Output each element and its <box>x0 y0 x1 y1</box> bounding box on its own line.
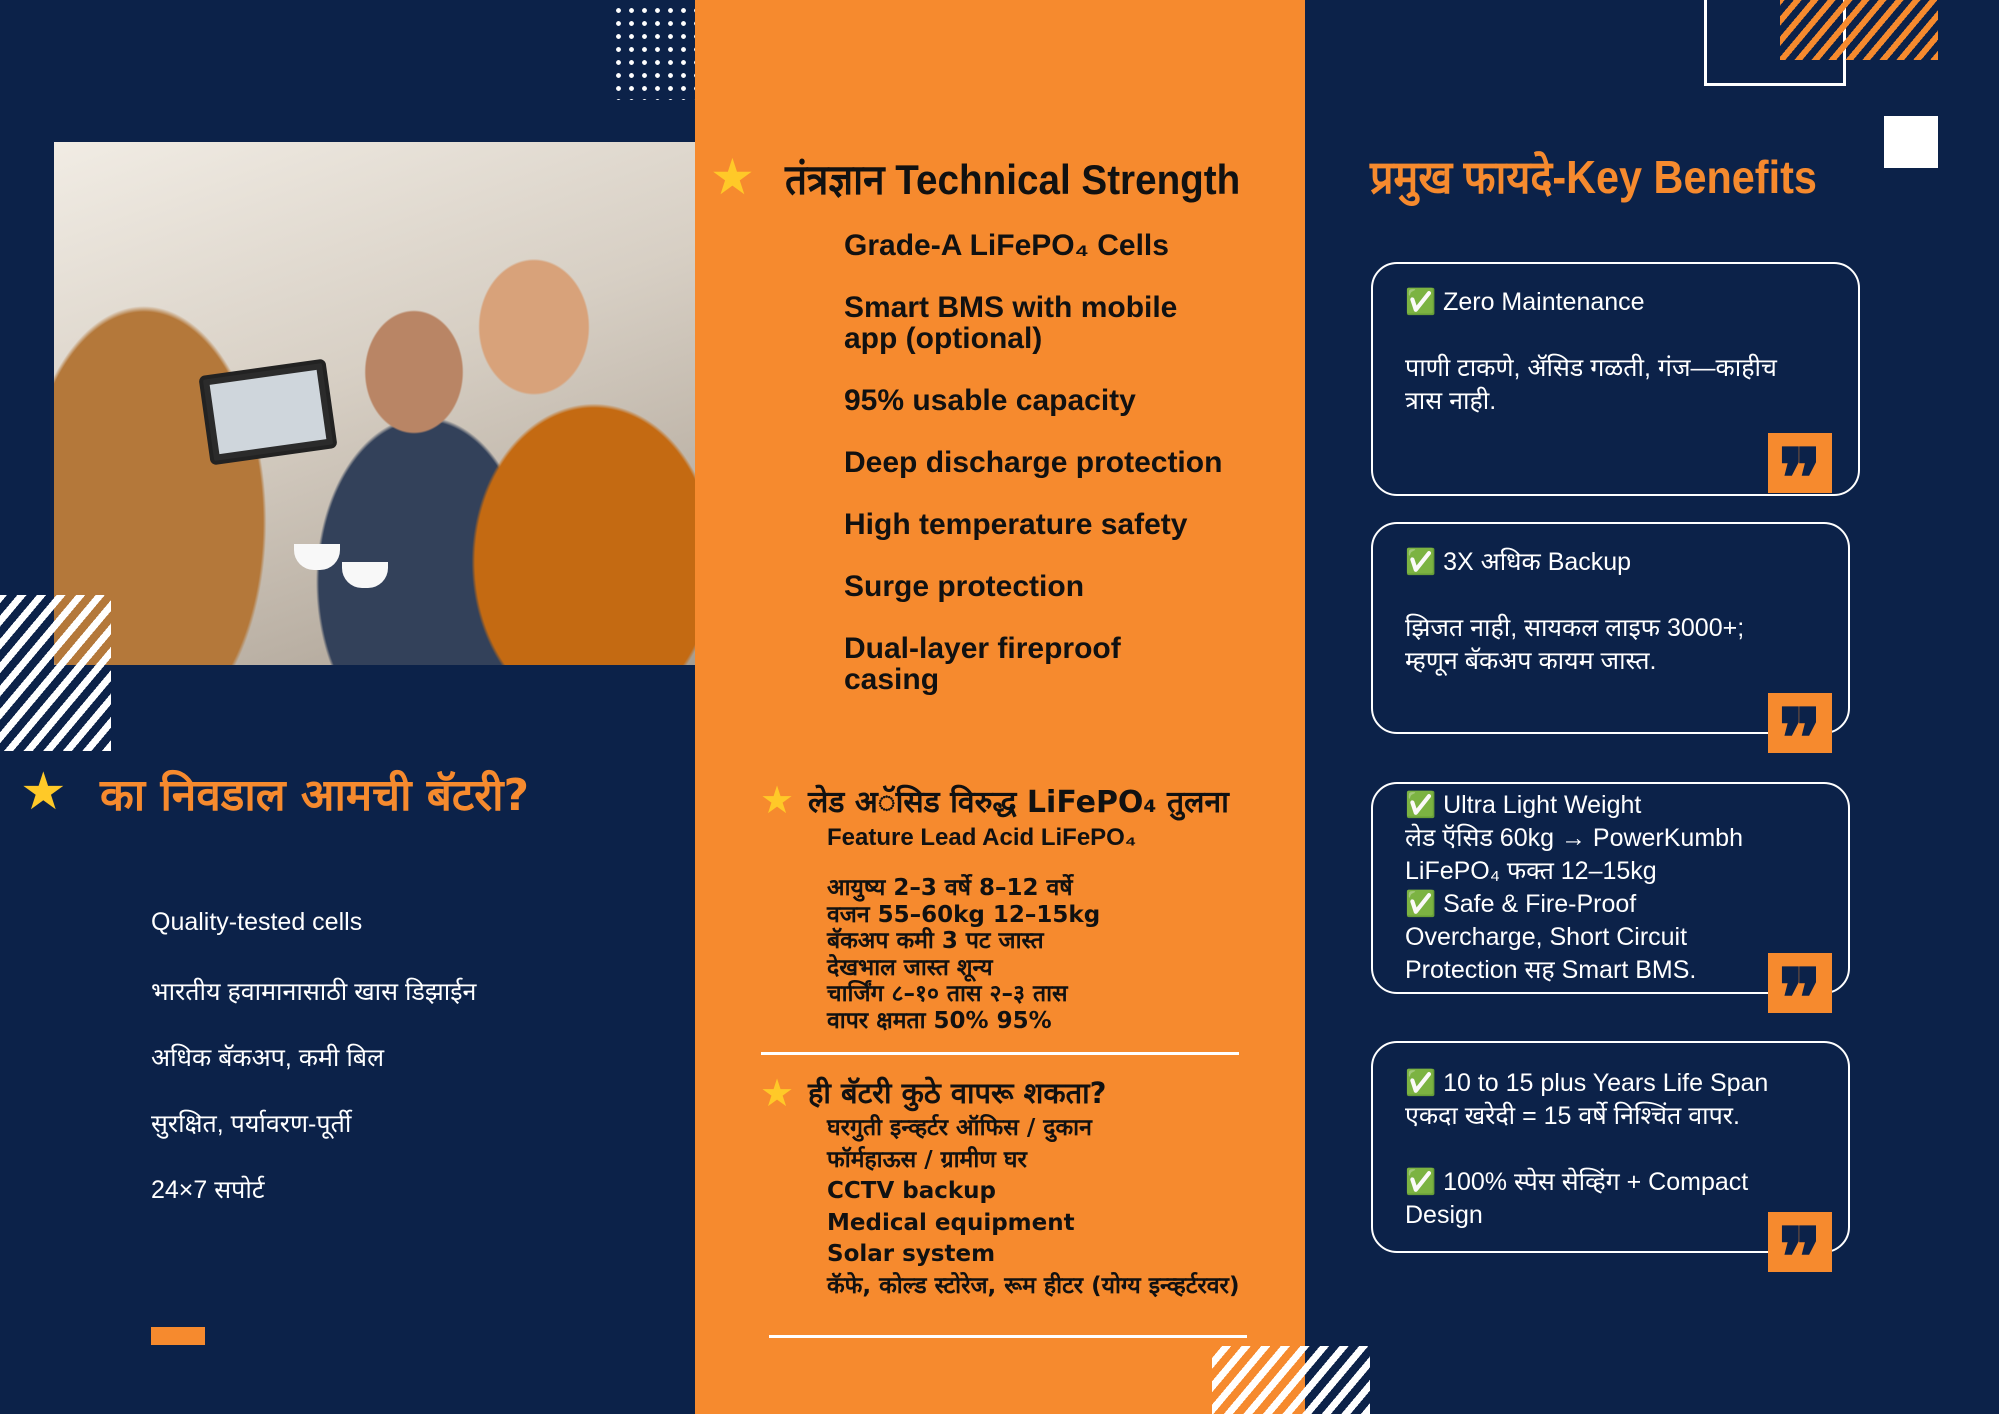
quote-icon: ❞ <box>1768 953 1832 1013</box>
use-cases-title: ही बॅटरी कुठे वापरू शकता? <box>808 1076 1107 1110</box>
list-item: Quality-tested cells <box>151 908 363 936</box>
card-line: LiFePO₄ फक्त 12–15kg <box>1405 857 1657 885</box>
card-line: Design <box>1405 1201 1483 1229</box>
list-item: सुरक्षित, पर्यावरण-पूर्ती <box>151 1110 352 1138</box>
star-icon: ★ <box>760 1071 795 1115</box>
quote-icon: ❞ <box>1768 693 1832 753</box>
divider <box>761 1052 1239 1055</box>
decor-stripes <box>1780 0 1938 60</box>
card-line: ✅ Ultra Light Weight <box>1405 791 1642 819</box>
star-icon: ★ <box>20 762 67 822</box>
card-line: ✅ 100% स्पेस सेव्हिंग + Compact <box>1405 1168 1749 1196</box>
card-line: लेड ऍसिड 60kg → PowerKumbh <box>1405 824 1743 852</box>
table-row: वापर क्षमता 50% 95% <box>827 1007 1052 1034</box>
decor-stripes <box>0 595 111 751</box>
cup-illustration <box>294 544 340 570</box>
card-line: Overcharge, Short Circuit <box>1405 923 1688 951</box>
card-line: पाणी टाकणे, ॲसिड गळती, गंज—काहीच <box>1405 354 1777 382</box>
card-line: ✅ Zero Maintenance <box>1405 288 1645 316</box>
table-row: बॅकअप कमी 3 पट जास्त <box>827 928 1044 954</box>
list-item: Deep discharge protection <box>844 446 1223 479</box>
card-line: Protection सह Smart BMS. <box>1405 956 1697 984</box>
comparison-title: लेड अॅसिड विरुद्ध LiFePO₄ तुलना <box>808 785 1229 820</box>
list-item: Grade-A LiFePO₄ Cells <box>844 229 1169 262</box>
card-line: एकदा खरेदी = 15 वर्षे निश्चिंत वापर. <box>1405 1102 1740 1130</box>
list-item: घरगुती इन्व्हर्टर ऑफिस / दुकान <box>827 1115 1092 1141</box>
divider <box>769 1335 1247 1338</box>
list-item: अधिक बॅकअप, कमी बिल <box>151 1044 385 1072</box>
card-line: म्हणून बॅकअप कायम जास्त. <box>1405 647 1657 675</box>
card-line: झिजत नाही, सायकल लाइफ 3000+; <box>1405 614 1745 642</box>
table-row: वजन 55–60kg 12–15kg <box>827 901 1101 928</box>
list-item: Solar system <box>827 1241 996 1267</box>
decor-square <box>1884 116 1938 168</box>
tech-strength-list <box>844 230 1224 726</box>
decor-stripes <box>1212 1346 1370 1414</box>
list-item: 24×7 सपोर्ट <box>151 1176 265 1204</box>
list-item: Dual-layer fireproof casing <box>844 632 1121 696</box>
card-line: ✅ 3X अधिक Backup <box>1405 548 1632 576</box>
card-line: त्रास नाही. <box>1405 387 1497 415</box>
why-choose-heading: का निवडाल आमची बॅटरी? <box>100 770 530 821</box>
list-item: 95% usable capacity <box>844 384 1136 417</box>
list-item: Smart BMS with mobile app (optional) <box>844 291 1178 355</box>
list-item: फॉर्महाऊस / ग्रामीण घर <box>827 1146 1027 1173</box>
tech-strength-title: तंत्रज्ञान Technical Strength <box>785 156 1241 203</box>
list-item: कॅफे, कोल्ड स्टोरेज, रूम हीटर (योग्य इन्व्हर्टरवर) <box>827 1272 1240 1299</box>
table-row: आयुष्य 2–3 वर्षे 8–12 वर्षे <box>827 875 1073 901</box>
decor-bar <box>151 1327 205 1345</box>
why-choose-list <box>151 908 476 1238</box>
list-item: भारतीय हवामानासाठी खास डिझाईन <box>151 978 477 1006</box>
comparison-table <box>827 875 1100 1034</box>
star-icon: ★ <box>710 148 755 206</box>
table-row: चार्जिंग ८–१० तास २–३ तास <box>827 981 1068 1007</box>
table-row: देखभाल जास्त शून्य <box>827 954 993 981</box>
comparison-header: Feature Lead Acid LiFePO₄ <box>827 824 1137 851</box>
list-item: Surge protection <box>844 570 1085 603</box>
quote-icon: ❞ <box>1768 1212 1832 1272</box>
tablet-illustration <box>198 359 337 466</box>
key-benefits-title: प्रमुख फायदे-Key Benefits <box>1370 151 1817 203</box>
use-cases-list <box>827 1113 1239 1302</box>
list-item: CCTV backup <box>827 1178 997 1204</box>
card-line: ✅ 10 to 15 plus Years Life Span <box>1405 1069 1769 1097</box>
cup-illustration <box>342 562 388 588</box>
quote-icon: ❞ <box>1768 433 1832 493</box>
list-item: High temperature safety <box>844 508 1188 541</box>
star-icon: ★ <box>760 778 795 822</box>
card-line: ✅ Safe & Fire-Proof <box>1405 890 1637 918</box>
list-item: Medical equipment <box>827 1209 1075 1236</box>
customer-consultation-photo <box>54 142 695 665</box>
